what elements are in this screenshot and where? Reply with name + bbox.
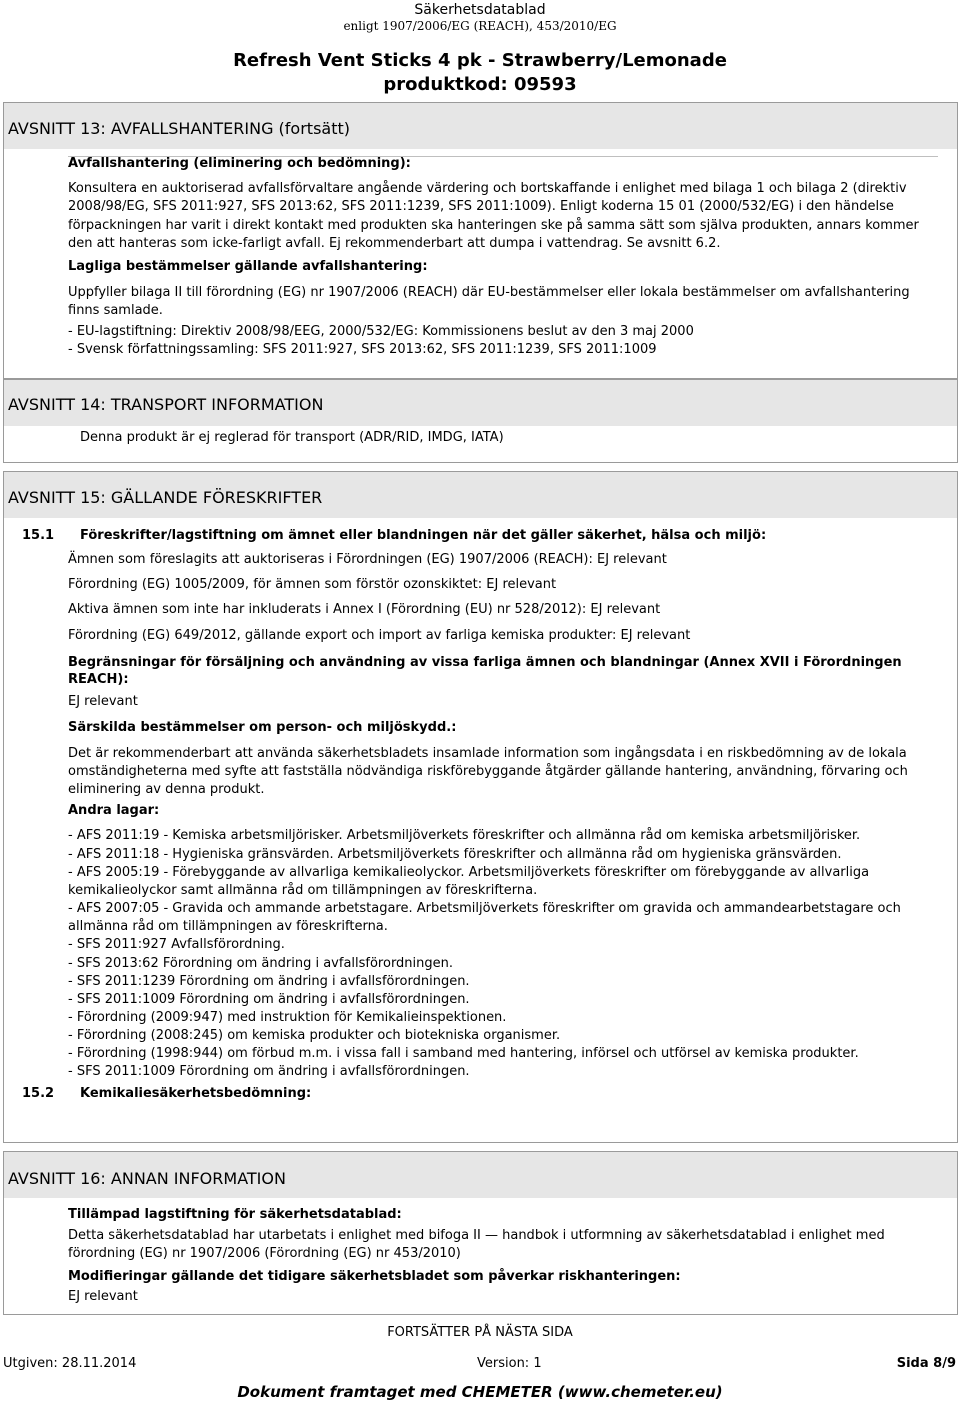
special-para-line: eliminering av denna produkt. (68, 782, 265, 797)
modifications-heading: Modifieringar gällande det tidigare säkerhetsbladet som påverkar riskhanteringen: (68, 1269, 681, 1284)
special-para-line: omständigheterna med syfte att fastställa nödvändiga riskförebyggande åtgärder gällande hantering, användning, förvaring och (68, 764, 908, 779)
legislation-para-line: Detta säkerhetsdatablad har utarbetats i enlighet med bifoga II — handbok i utformning av säkerhetsdatablad i enlighet med (68, 1228, 885, 1243)
special-provisions-heading: Särskilda bestämmelser om person- och miljöskydd.: (68, 720, 457, 735)
other-law-item: - AFS 2011:18 - Hygieniska gränsvärden. Arbetsmiljöverkets föreskrifter och allmänna råd om hygieniska gränsvärden. (68, 847, 842, 862)
other-laws-heading: Andra lagar: (68, 803, 160, 818)
legislation-para-line: förordning (EG) nr 1907/2006 (Förordning (EG) nr 453/2010) (68, 1246, 461, 1261)
generator-credit: Dokument framtaget med CHEMETER (www.chemeter.eu) (237, 1383, 723, 1401)
chemical-safety-heading: Kemikaliesäkerhetsbedömning: (80, 1086, 312, 1101)
modifications-value: EJ relevant (68, 1289, 138, 1304)
regulation-item: Ämnen som föreslagits att auktoriseras i Förordningen (EG) 1907/2006 (REACH): EJ relevant (68, 552, 667, 567)
other-law-item: - SFS 2011:927 Avfallsförordning. (68, 937, 285, 952)
applied-legislation-heading: Tillämpad lagstiftning för säkerhetsdatablad: (68, 1207, 402, 1222)
regulation-reference: enligt 1907/2006/EG (REACH), 453/2010/EG (343, 19, 617, 33)
product-code: produktkod: 09593 (383, 74, 577, 95)
regulation-item: Aktiva ämnen som inte har inkluderats i Annex I (Förordning (EU) nr 528/2012): EJ relevant (68, 602, 661, 617)
product-name: Refresh Vent Sticks 4 pk - Strawberry/Lemonade (233, 50, 727, 71)
legal-para-line: finns samlade. (68, 303, 163, 318)
other-law-item: kemikalieolyckor samt allmänna råd om tillämpningen av föreskrifterna. (68, 883, 538, 898)
other-law-item: - Förordning (2009:947) med instruktion för Kemikalieinspektionen. (68, 1010, 507, 1025)
waste-para-line: förpackningen har varit i direkt kontakt med produkten ska hanteringen ske på samma sätt som själva produkten, annars kommer (68, 218, 919, 233)
section-14-title: AVSNITT 14: TRANSPORT INFORMATION (8, 395, 324, 414)
legal-list-item: - EU-lagstiftning: Direktiv 2008/98/EEG, 2000/532/EG: Kommissionens beslut av den 3 maj 2000 (68, 324, 694, 339)
special-para-line: Det är rekommenderbart att använda säkerhetsbladets insamlade information som ingångsdata i en riskbedömning av de lokala (68, 746, 907, 761)
waste-para-line: Konsultera en auktoriserad avfallsförvaltare angående värdering och bortskaffande i enlighet med bilaga 1 och bilaga 2 (direktiv (68, 181, 907, 196)
other-law-item: - SFS 2011:1009 Förordning om ändring i avfallsförordningen. (68, 1064, 470, 1079)
restrictions-heading: Begränsningar för försäljning och användning av vissa farliga ämnen och blandningar (Annex XVII i Förordningen (68, 655, 902, 670)
restrictions-heading: REACH): (68, 672, 129, 687)
other-law-item: - AFS 2011:19 - Kemiska arbetsmiljörisker. Arbetsmiljöverkets föreskrifter och allmänna råd om kemiska arbetsmiljörisker. (68, 828, 861, 843)
other-law-item: - Förordning (2008:245) om kemiska produkter och biotekniska organismer. (68, 1028, 561, 1043)
other-law-item: - Förordning (1998:944) om förbud m.m. i vissa fall i samband med hantering, införsel och utförsel av kemiska produkter. (68, 1046, 859, 1061)
section-13-title: AVSNITT 13: AVFALLSHANTERING (fortsätt) (8, 119, 350, 138)
other-law-item: - AFS 2005:19 - Förebyggande av allvarliga kemikalieolyckor. Arbetsmiljöverkets föreskrifter om förebyggande av allvarliga (68, 865, 870, 880)
page-number: Sida 8/9 (896, 1356, 956, 1371)
regulation-item: Förordning (EG) 649/2012, gällande export och import av farliga kemiska produkter: EJ relevant (68, 628, 691, 643)
legal-heading: Lagliga bestämmelser gällande avfallshantering: (68, 259, 428, 274)
regulations-heading: Föreskrifter/lagstiftning om ämnet eller blandningen när det gäller säkerhet, hälsa och miljö: (80, 528, 767, 543)
other-law-item: allmänna råd om tillämpningen av föreskrifterna. (68, 919, 388, 934)
waste-handling-heading: Avfallshantering (eliminering och bedömning): (68, 156, 411, 171)
other-law-item: - SFS 2011:1009 Förordning om ändring i avfallsförordningen. (68, 992, 470, 1007)
subsection-number: 15.1 (22, 528, 55, 543)
section-15-title: AVSNITT 15: GÄLLANDE FÖRESKRIFTER (8, 488, 323, 507)
restrictions-value: EJ relevant (68, 694, 138, 709)
other-law-item: - AFS 2007:05 - Gravida och ammande arbetstagare. Arbetsmiljöverkets föreskrifter om gravida och ammandearbetstagare och (68, 901, 901, 916)
issued-date: Utgiven: 28.11.2014 (3, 1356, 137, 1371)
continues-next-page: FORTSÄTTER PÅ NÄSTA SIDA (387, 1325, 573, 1340)
legal-para-line: Uppfyller bilaga II till förordning (EG) nr 1907/2006 (REACH) där EU-bestämmelser eller lokala bestämmelser om avfallshantering (68, 285, 910, 300)
waste-para-line: 2008/98/EG, SFS 2011:927, SFS 2013:62, SFS 2011:1239, SFS 2011:1009). Enligt koderna 15 01 (2000/532/EG) i den händelse (68, 199, 894, 214)
subsection-number: 15.2 (22, 1086, 55, 1101)
regulation-item: Förordning (EG) 1005/2009, för ämnen som förstör ozonskiktet: EJ relevant (68, 577, 557, 592)
waste-para-line: den att hanteras som icke-farligt avfall. Ej rekommenderbart att dumpa i vattendrag. Se avsnitt 6.2. (68, 236, 721, 251)
document-type: Säkerhetsdatablad (414, 2, 546, 18)
transport-text: Denna produkt är ej reglerad för transport (ADR/RID, IMDG, IATA) (80, 430, 504, 445)
legal-list-item: - Svensk författningssamling: SFS 2011:927, SFS 2013:62, SFS 2011:1239, SFS 2011:1009 (68, 342, 657, 357)
other-law-item: - SFS 2013:62 Förordning om ändring i avfallsförordningen. (68, 956, 454, 971)
other-law-item: - SFS 2011:1239 Förordning om ändring i avfallsförordningen. (68, 974, 470, 989)
section-14 (3, 379, 958, 463)
version-label: Version: 1 (477, 1356, 542, 1371)
heading-divider (68, 156, 938, 157)
section-16-title: AVSNITT 16: ANNAN INFORMATION (8, 1169, 286, 1188)
